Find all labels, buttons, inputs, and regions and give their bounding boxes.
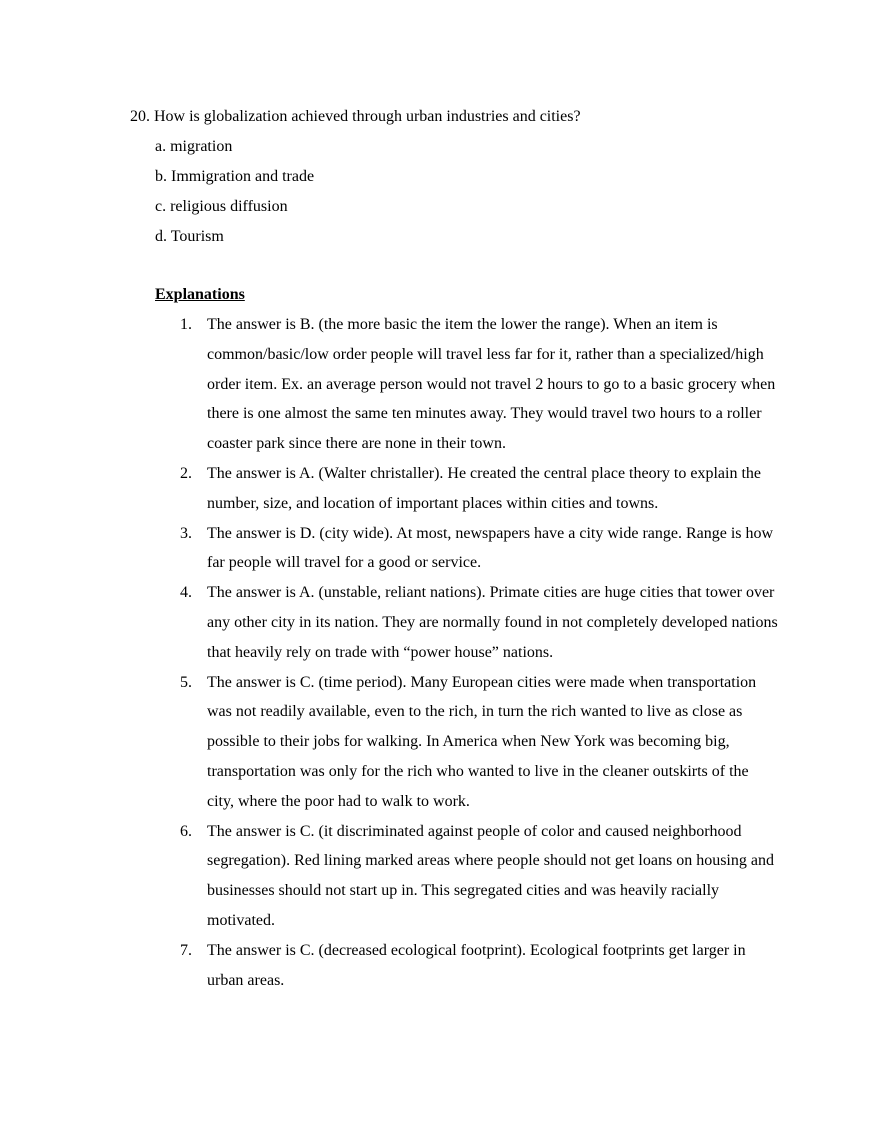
explanation-item-2 xyxy=(155,459,779,519)
question-text: How is globalization achieved through urban industries and cities? xyxy=(154,108,581,125)
explanation-number: 3. xyxy=(180,524,192,542)
explanations-section xyxy=(155,280,795,995)
option-a: a. migration xyxy=(155,138,233,155)
option-b: b. Immigration and trade xyxy=(155,168,315,185)
question-number: 20. xyxy=(130,108,150,125)
explanation-number: 6. xyxy=(180,822,192,840)
explanation-text: The answer is C. (decreased ecological footprint). Ecological footprints get larger in urban areas. xyxy=(207,941,746,989)
explanation-number: 7. xyxy=(180,941,192,959)
explanation-number: 2. xyxy=(180,464,192,482)
explanation-text: The answer is C. (time period). Many European cities were made when transportation was not readily available, even to the rich, in turn the rich wanted to live as close as possible to their jobs for walking. In America when New York was becoming big, transportation was only for the rich who wanted to live in the cleaner outskirts of the city, where the poor had to walk to work. xyxy=(207,673,757,810)
explanation-text: The answer is A. (Walter christaller). He created the central place theory to explain the number, size, and location of important places within cities and towns. xyxy=(207,464,762,512)
explanation-number: 4. xyxy=(180,584,192,602)
explanation-item-6 xyxy=(155,817,779,936)
explanation-item-1 xyxy=(155,310,779,459)
explanation-item-5 xyxy=(155,668,779,817)
explanation-item-4 xyxy=(155,578,779,667)
explanations-heading: Explanations xyxy=(155,286,245,303)
explanation-text: The answer is B. (the more basic the item the lower the range). When an item is common/basic/low order people will travel less far for it, rather than a specialized/high order item. Ex. an average person would not travel 2 hours to go to a basic grocery when there is one almost the same ten minutes away. They would travel two hours to a roller coaster park since there are none in their town. xyxy=(207,316,776,453)
explanation-number: 5. xyxy=(180,673,192,691)
option-c: c. religious diffusion xyxy=(155,198,288,215)
answer-options xyxy=(130,132,790,252)
question-block xyxy=(130,102,790,252)
explanation-item-3 xyxy=(155,519,779,579)
explanation-text: The answer is C. (it discriminated against people of color and caused neighborhood segregation). Red lining marked areas where people should not get loans on housing and businesses should not start up in. This segregated cities and was heavily racially motivated. xyxy=(207,822,774,929)
explanation-text: The answer is A. (unstable, reliant nations). Primate cities are huge cities that tower over any other city in its nation. They are normally found in not completely developed nations that heavily rely on trade with “power house” nations. xyxy=(207,584,778,661)
explanations-list xyxy=(155,310,795,995)
question-prompt xyxy=(130,102,790,132)
explanation-number: 1. xyxy=(180,316,192,333)
explanation-text: The answer is D. (city wide). At most, newspapers have a city wide range. Range is how far people will travel for a good or service. xyxy=(207,524,774,572)
option-d: d. Tourism xyxy=(155,228,224,245)
explanation-item-7 xyxy=(155,936,779,996)
